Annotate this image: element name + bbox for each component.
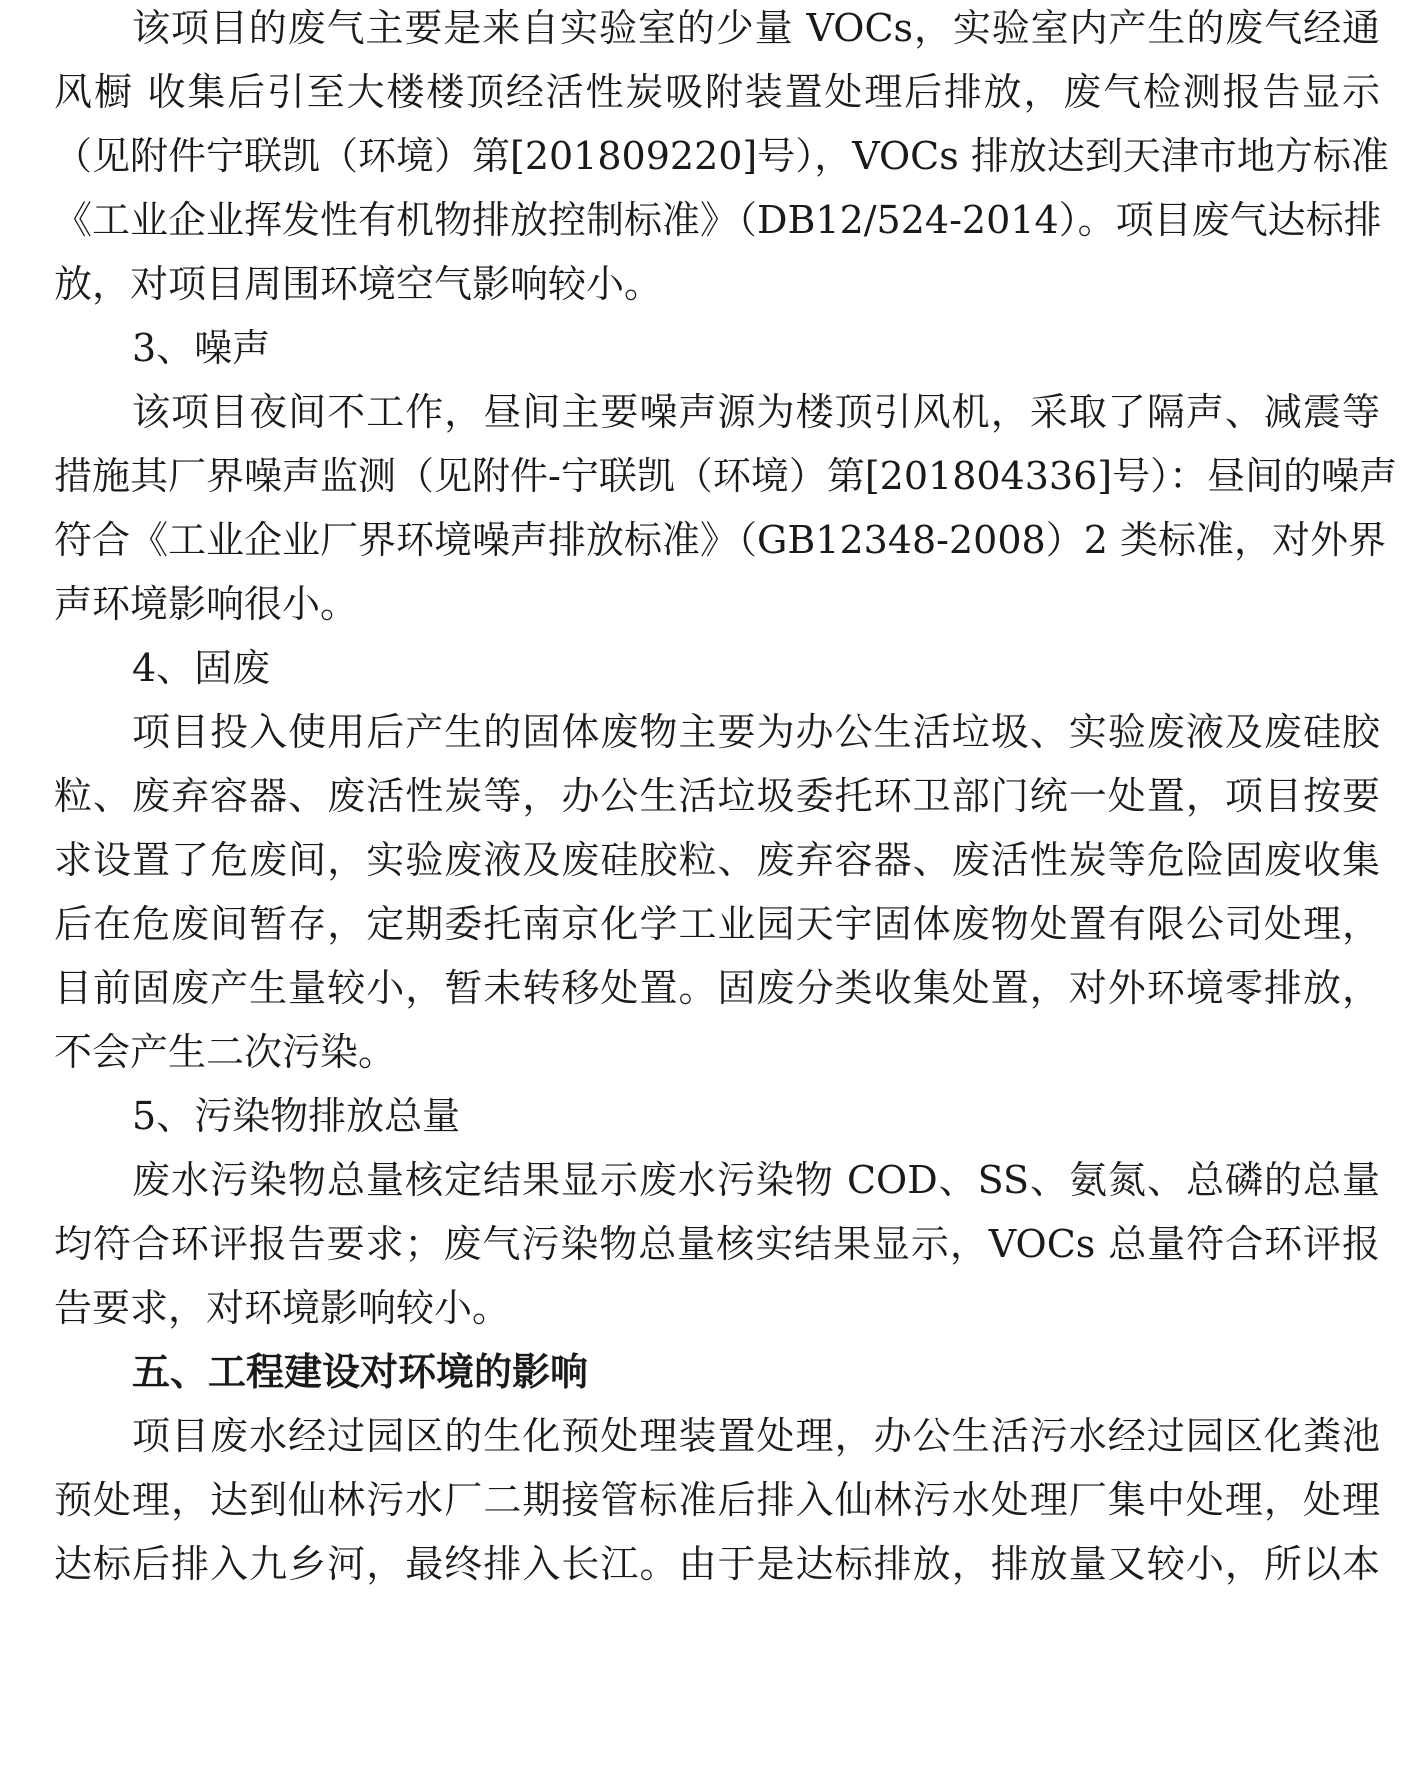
paragraph-line: 求设置了危废间，实验废液及废硅胶粒、废弃容器、废活性炭等危险固废收集	[54, 838, 1380, 882]
paragraph-line: 该项目夜间不工作，昼间主要噪声源为楼顶引风机，采取了隔声、减震等	[132, 390, 1380, 434]
paragraph-line: 声环境影响很小。	[54, 582, 359, 626]
chapter-heading: 五、工程建设对环境的影响	[132, 1349, 589, 1394]
paragraph-line: 项目废水经过园区的生化预处理装置处理，办公生活污水经过园区化粪池	[132, 1414, 1380, 1458]
paragraph-line: 目前固废产生量较小，暂未转移处置。固废分类收集处置，对外环境零排放，	[54, 966, 1380, 1010]
paragraph-line: 达标后排入九乡河，最终排入长江。由于是达标排放，排放量又较小，所以本	[54, 1542, 1380, 1586]
section-heading: 5、污染物排放总量	[132, 1094, 461, 1138]
paragraph-line: 该项目的废气主要是来自实验室的少量 VOCs，实验室内产生的废气经通	[132, 6, 1380, 50]
section-heading: 4、固废	[132, 646, 271, 690]
paragraph-line: 告要求，对环境影响较小。	[54, 1286, 511, 1330]
section-heading: 3、噪声	[132, 326, 271, 370]
paragraph-line: 后在危废间暂存，定期委托南京化学工业园天宇固体废物处置有限公司处理，	[54, 902, 1380, 946]
paragraph-line: 废水污染物总量核定结果显示废水污染物 COD、SS、氨氮、总磷的总量	[132, 1158, 1380, 1202]
paragraph-line: 预处理，达到仙林污水厂二期接管标准后排入仙林污水处理厂集中处理，处理	[54, 1478, 1380, 1522]
paragraph-line: （见附件宁联凯（环境）第[201809220]号），VOCs 排放达到天津市地方标准	[54, 134, 1389, 178]
paragraph-line: 放，对项目周围环境空气影响较小。	[54, 262, 663, 306]
paragraph-line: 措施其厂界噪声监测（见附件-宁联凯（环境）第[201804336]号）：昼间的噪声	[54, 454, 1398, 498]
paragraph-line: 符合《工业企业厂界环境噪声排放标准》（GB12348-2008）2 类标准，对外界	[54, 518, 1386, 562]
paragraph-line: 项目投入使用后产生的固体废物主要为办公生活垃圾、实验废液及废硅胶	[132, 710, 1380, 754]
paragraph-line: 风橱 收集后引至大楼楼顶经活性炭吸附装置处理后排放，废气检测报告显示	[54, 70, 1380, 114]
paragraph-line: 粒、废弃容器、废活性炭等，办公生活垃圾委托环卫部门统一处置，项目按要	[54, 774, 1380, 818]
paragraph-line: 均符合环评报告要求；废气污染物总量核实结果显示，VOCs 总量符合环评报	[54, 1222, 1380, 1266]
paragraph-line: 不会产生二次污染。	[54, 1030, 397, 1074]
paragraph-line: 《工业企业挥发性有机物排放控制标准》（DB12/524-2014）。项目废气达标排	[54, 198, 1382, 242]
